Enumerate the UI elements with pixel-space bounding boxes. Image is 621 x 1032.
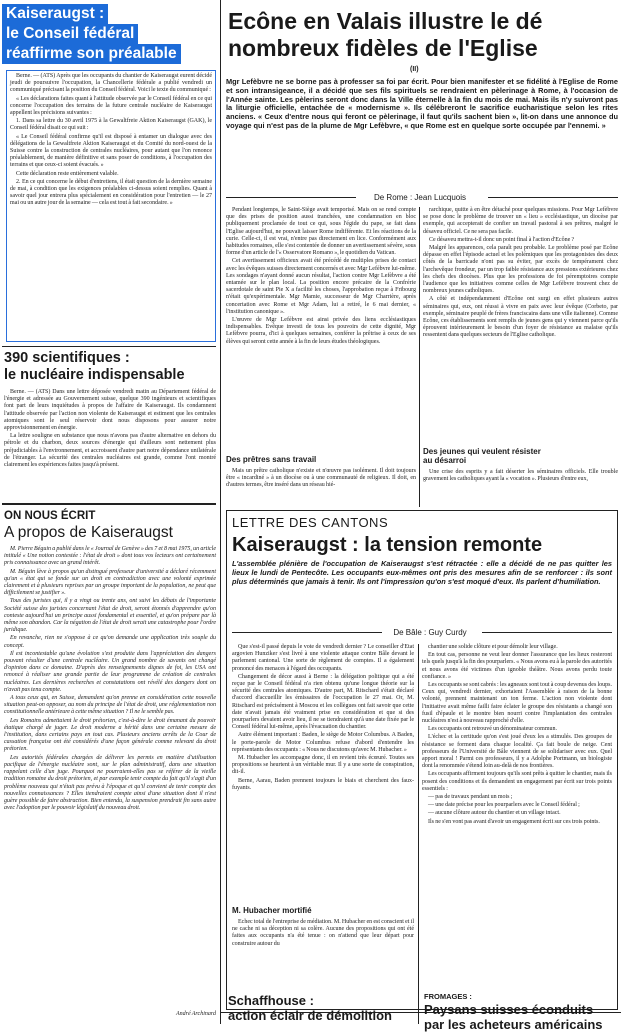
divider — [2, 503, 216, 505]
scientifiques-headline: 390 scientifiques : le nucléaire indispensable — [4, 350, 185, 383]
headline-line-3: réaffirme son préalable — [2, 44, 181, 64]
headline-line-2: le Conseil fédéral — [2, 24, 138, 44]
cantons-column-2: chantier une solide clôture et pour démolir leur village. En tout cas, personne ne veut leur donner l'assurance que les lieux resteront tels quels jusqu'à la fin des pourparlers. « Nous avons eu à la parole des autorités et nous avons été victimes d'un ignoble théâtre. Nous avons perdu toute confiance. » Les occupants se sont cabrés : les agneaux sont tout à coup devenus des loups. Ceux qui, vendredi dernier, exhortaient l'Assemblée à raison de la bonne volonté, prennent maintenant un ton ferme. L'action non violente dont l'initiative avait même failli faire éclater le groupe des résistants a changé son fusil d'épaule et le montre bien nourri contre l'implantation des centrales nucléaires n'est à nouveau rapproché d'elle. Les occupants ont retrouvé un dénominateur commun. L'échec et la certitude qu'on s'est joué d'eux les a stimulés. Des groupes de résistance se forment dans chaque localité. Ça fait boule de neige. Cent professeurs de l'Université de Bâle viennent de se solidariser avec eux. Quel apport moral ! Parmi ces professeurs, il y a Adolphe Portmann, un biologiste dont la renommée s'étend loin au-delà de nos frontières. Les occupants affirment toujours qu'ils sont prêts à quitter le chantier, mais ils posent des conditions et ils demandent un engagement par écrit sur trois points essentiels : — pas de travaux pendant un mois ; — une date précise pour les pourparlers avec le Conseil fédéral ; — aucune clôture autour du chantier et un village intact. Ils ne s'en vont pas avant d'avoir un engagement écrit sur ces trois points. — [422, 644, 612, 825]
on-nous-ecrit-headline: A propos de Kaiseraugst — [4, 524, 173, 541]
divider — [419, 207, 420, 507]
econe-headline: Ecône en Valais illustre le dé nombreux fidèles de l'Eglise — [228, 8, 543, 61]
cantons-lede: L'assemblée plénière de l'occupation de Kaiseraugst s'est rétractée : elle a décidé de ne pas quitter les lieux le lundi de Pentecôte. Les occupants eux-mêmes ont pris des mesures afin de se renforcer : ils sont plus déterminés que jamais à tenir. Ils ont l'impression qu'on s'est moqué d'eux. Ils parlent d'humiliation. — [232, 559, 612, 586]
econe-subhead-2: Des jeunes qui veulent résister au désarroi — [423, 447, 541, 465]
cantons-column-1-cont: Echec total de l'entreprise de médiation. M. Hubacher en est conscient et il ne cache ni sa déception ni sa colère. Aucune des propositions qui ont été faites aux occupants n'a été tenue : on n'attend que leur départ pour construire autour du — [232, 919, 414, 947]
on-nous-ecrit-body: M. Pierre Béguin a publié dans le « Journal de Genève » des 7 et 8 mai 1975, un article intitulé « Une notion contestée : l'état de droit » dont tous vos lecteurs ont certainement pris connaissance avec un grand intérêt. M. Béguin lève à propos qu'un distingué professeur d'université a déclaré récemment qu'un « état qui se fonde sur un droit en contradiction avec une volonté exprimée clairement et à plusieurs reprises par un groupe important de la population, ne peut que difficilement se justifier ». Tous des juristes qui, il y a vingt ou trente ans, ont suivi les débats de l'importante Société suisse des juristes concernant l'état de droit, seront étonnés d'apprendre qu'on conteste aujourd'hui un principe aussi fondamental et essentiel, et qu'on prépare par là même son abandon. Car la négation de l'état de droit serait une catastrophe pour l'ordre juridique. En revanche, rien ne s'oppose à ce qu'on demande une application très souple du concept. Il est incontestable qu'une évolution s'est produite dans l'appréciation des dangers pouvant résulter d'une centrale nucléaire. Un grand nombre de savants ont changé d'opinion dans ce domaine. D'après des renseignements dignes de foi, les USA ont renoncé à réaliser une grande partie de leur programme de création de centrales nucléaires. Les dernières recherches et constatations ont révélé des dangers dont on n'avait pas tenu compte. A tous ceux qui, en Suisse, demandent qu'on prenne en considération cette nouvelle situation peut-on opposer, au nom du principe de l'état de droit, une réglementation non constitutionnelle antérieure à cette même situation ? Il ne le semble pas. Les Romains admettaient le droit prétorien, c'est-à-dire le droit émanant du pouvoir étatique chargé de juger. Le droit moderne a hérité dans une certaine mesure de l'institution, dans certains pays en tout cas. Plusieurs anciens arrêts de la Cour de cassation française ont été considérés d'une façon générale comme relevant du droit prétorien. Les autorités fédérales chargées de délivrer les permis en matière d'utilisation pacifique de l'énergie nucléaire sont, sur le plan administratif, dans une situation rappelant celle d'un juge. Pourquoi ne pourraient-elles pas se référer de la vieille tradition romaine du droit prétorien, et par exemple tenir compte du fait qu'il s'agit d'un problème nouveau qui n'était pas prévu à l'époque et qu'il convient de tenir compte des nouvelles connaissances ? Elles tiendraient compte ainsi d'une situation dont il n'est guère possible de faire abstraction. Bien entendu, la suspension prendrait fin sans autre avec l'adoption par le pouvoir législatif du nouveau droit. — [4, 546, 216, 812]
econe-subhead-1: Des prêtres sans travail — [226, 455, 317, 464]
econe-column-1-cont: Mais un prêtre catholique n'existe et n'œuvre pas isolément. Il doit toujours être « incardiné » à un diocèse ou à une communauté de religieux. Il doit, en d'autres termes, être inséré dans un réseau hié- — [226, 468, 416, 489]
econe-column-2: rarchique, quitte à en être détaché pour quelques missions. Pour Mgr Lefèbvre se pose donc le problème de trouver un « lieu » ecclésiastique, un diocèse par exemple, qui accepterait de confier un travail pastoral à ses prêtres, malgré le désaveu officiel. Ce ne sera pas facile. Ce désaveu mettra-t-il donc un point final à l'action d'Ecône ? Malgré les apparences, cela paraît peu probable. Le problème posé par Ecône dépasse en effet l'épisode actuel et les polémiques que les protagonistes des deux côtés de la barricade n'ont pas su éviter, par excès de tempérament chez l'archevêque frondeur, par un trop faible résistance aux pressions extérieures chez les chefs des diocèses. Plus que les professions de foi péremptoires compte l'audience que les initiatives comme celles de Mgr Lefèbvre trouvent chez de nombreux jeunes catholiques. A côté et indépendamment d'Ecône ont surgi en effet plusieurs autres séminaires qui, eux, ont réussi à vivre en paix avec leur évêque (Corbeto, par exemple, séminaire peuplé de frères franciscains dans une ville italienne). Comme Ecône, ces établissements sont remplis de jeunes gens qui y viennent parce qu'ils éprouvent intérieurement le besoin d'un foyer de résistance au malaise qu'ils ressentent dans quelques secteurs de l'Eglise catholique. — [423, 207, 618, 339]
fromages-headline: Paysans suisses éconduits par les acheteurs américains — [424, 1002, 603, 1032]
column-separator — [220, 0, 221, 1024]
part-number: (II) — [410, 66, 419, 73]
econe-column-1: Pendant longtemps, le Saint-Siège avait temporisé. Mais on se rend compte que des prises de position aussi tranchées, une condamnation en bloc publiquement proclamée de tout ce qui, sous l'égide du pape, se fait dans l'Eglise aujourd'hui, ne pouvait laisser Rome indifférente. Et les réactions de la curie. Celle-ci, il est vrai, n'entre pas directement en lice. Conformément aux habitudes romaines, elle s'est contentée de donner un avertissement sévère, sous forme d'un article de l'« Osservatore Romano », le quotidien du Vatican. Cet avertissement officieux avait été précédé de multiples prises de contact avec les évêques suisses directement concernés et avec Mgr Lefèbvre lui-même. Les sondages n'ayant donné aucun résultat, l'action contre Mgr Lefèbvre a été entamée sur le plan local. La position encore précaire de la Confrérie sacerdotale de saint Pie X a facilité les choses, l'approbation reçue à Fribourg n'était qu'expérimentale. Mgr Mamie, successeur de Mgr Charrière, après concertation avec Rome et Mgr Adam, lui a retiré, le 6 mai dernier, « l'institution canonique ». L'œuvre de Mgr Lefèbvre est ainsi privée des liens ecclésiastiques indispensables. Evêque investi de tous les pouvoirs de cette dignité, Mgr Lefèbvre pourra, d'ici à quelques semaines, conférer la prêtrise à ceux de ses élèves qui seront cette année à la fin de leurs études théologiques. — [226, 207, 416, 345]
headline-line-1: Kaiseraugst : — [2, 4, 108, 24]
econe-column-2-cont: Une crise des esprits y a fait déserter les séminaires officiels. Elle trouble gravement les catholiques ayant la « vocation ». Plusieurs d'entre eux, — [423, 469, 618, 483]
cantons-banner: LETTRE DES CANTONS — [232, 515, 389, 530]
econe-lede: Mgr Lefèbvre ne se borne pas à professer sa foi par écrit. Pour bien manifester et se fidélité à l'Eglise de Rome et son intransigeance, il a décidé que ses fils spirituels se rendraient en pèlerinage à Rome, à l'occasion de l'Année sainte. Les pèlerins seront donc dans la Ville éternelle à la fin du mois de mai. Mais ils n'y suivront pas la liturgie officielle, entachée de « modernisme ». Ils célébreront le sacrifice eucharistique selon les rites anciens. « Ceux d'entre nous qui feront ce pèlerinage, il faut qu'ils sachent bien », lit-on dans une annonce du voyage qui n'est pas de la plume de Mgr Lefèbvre, « que Rome est en quelque sorte occupée par l'ennemi. » — [226, 77, 618, 130]
kaiseraugst-headline — [2, 4, 207, 64]
econe-byline: De Rome : Jean Lucquois — [373, 193, 467, 202]
cantons-column-1: Que s'est-il passé depuis le vote de vendredi dernier ? Le conseiller d'Etat argovien Hunziker s'est livré à une violente attaque contre Bâle devant le parlement cantonal. Une sorte de règlement de comptes. Il a également prononcé des menaces à l'égard des occupants. Changement de décor aussi à Berne : la délégation politique qui a été reçue par le Conseil fédéral n'a rien obtenu qu'une longue théorie sur la sécurité des centrales atomiques. D'autre part, M. Ritschard s'était déclaré d'accord d'accueillir les émissaires de l'occupation le 27 mai. Or, M. Ritschard est précisément à Moscou et les collègues ont fait savoir que cette date n'avait jamais été vraiment prise en considération et que si des pourparlers devaient avoir lieu, il ne se tiendraient qu'à une date fixée par le Conseil fédéral lui-même, après l'évacuation du chantier. Autre élément important : Baden, le siège de Motor Columbus. A Baden, le porte-parole de Motor Columbus refuse d'abord d'entendre les représentants des occupants : « Nous ne discutons qu'avec M. Hubacher. » M. Hubacher les accompagne donc, il en revient très écœuré. Toutes ses propositions se heurtent à un véritable mur. Il y a une sorte de conspiration, dit-il. Berne, Aarau, Baden prennent toujours le biais et cherchent des faux-fuyants. — [232, 644, 414, 791]
cantons-byline: De Bâle : Guy Curdy — [393, 628, 467, 637]
cantons-headline: Kaiseraugst : la tension remonte — [232, 534, 543, 556]
divider — [2, 346, 216, 347]
fromages-label: FROMAGES : — [424, 992, 472, 1001]
scientifiques-article-body: Berne. — (ATS) Dans une lettre déposée vendredi matin au Département fédéral de l'énergie et adressée au Gouvernement suisse, quelque 390 ingénieurs et scientifiques font part de leurs inquiétudes à propos de l'affaire de Kaiseraugst. Ils condamnent l'attitude observée par l'action non violente de Kaiseraugst et estiment que les centrales atomiques sont le seul réservoir dont nous disposons pour assurer notre approvisionnement en énergie. La lettre souligne en substance que nous n'avons pas d'autre alternative en dehors du pétrole et du charbon, deux sources d'énergie qui d'ailleurs sont nettement plus préjudiciables à l'environnement, et accroissent d'autre part notre dépendance unilatérale de l'étranger. La sécurité des centrales nucléaires est grande, comme l'ont montré clairement les expériences faites jusqu'à présent. — [4, 389, 216, 469]
signature: André Archinard — [176, 1011, 216, 1017]
kaiseraugst-article-body: Berne. — (ATS) Après que les occupants du chantier de Kaiseraugst eurent décidé jeudi de poursuivre l'occupation, la Chancellerie fédérale a publié vendredi un communiqué précisant la position du Conseil fédéral. Voici le texte du communiqué : « Les déclarations faites quant à l'attitude observée par le Conseil fédéral en ce qui concerne l'occupation des terrains de la future centrale nucléaire de Kaiseraugst appellent les précisions suivantes : 1. Dans sa lettre du 30 avril 1975 à la Gewaltfreie Aktion Kaiseraugst (GAK), le Conseil fédéral disait ce qui suit : « Le Conseil fédéral confirme qu'il est disposé à entamer un dialogue avec des délégations de la Gewaltfreie Aktion Kaiseraugst et du Comité du nord-ouest de la Suisse contre la construction de centrales nucléaires, pour autant que l'on renonce préalablement, de manière définitive et sans poser de conditions, à l'occupation des terrains et que ceux-ci soient évacués. » Cette déclaration reste entièrement valable. 2. En ce qui concerne le début d'entretiens, il était question de la dernière semaine de mai, à condition que les exigences préalables ci-dessus soient remplies. Quant à savoir quel jour entrera plus spécialement en considération pour l'entretien — le 27 mai ou un autre jour de la semaine — cela est tout à fait secondaire. » — [6, 70, 216, 342]
on-nous-ecrit-kicker: ON NOUS ÉCRIT — [4, 510, 96, 522]
divider — [418, 644, 419, 1004]
cantons-subhead: M. Hubacher mortifié — [232, 906, 312, 915]
divider — [418, 992, 419, 1024]
schaffhouse-headline: Schaffhouse : action éclair de démolition — [228, 993, 392, 1023]
